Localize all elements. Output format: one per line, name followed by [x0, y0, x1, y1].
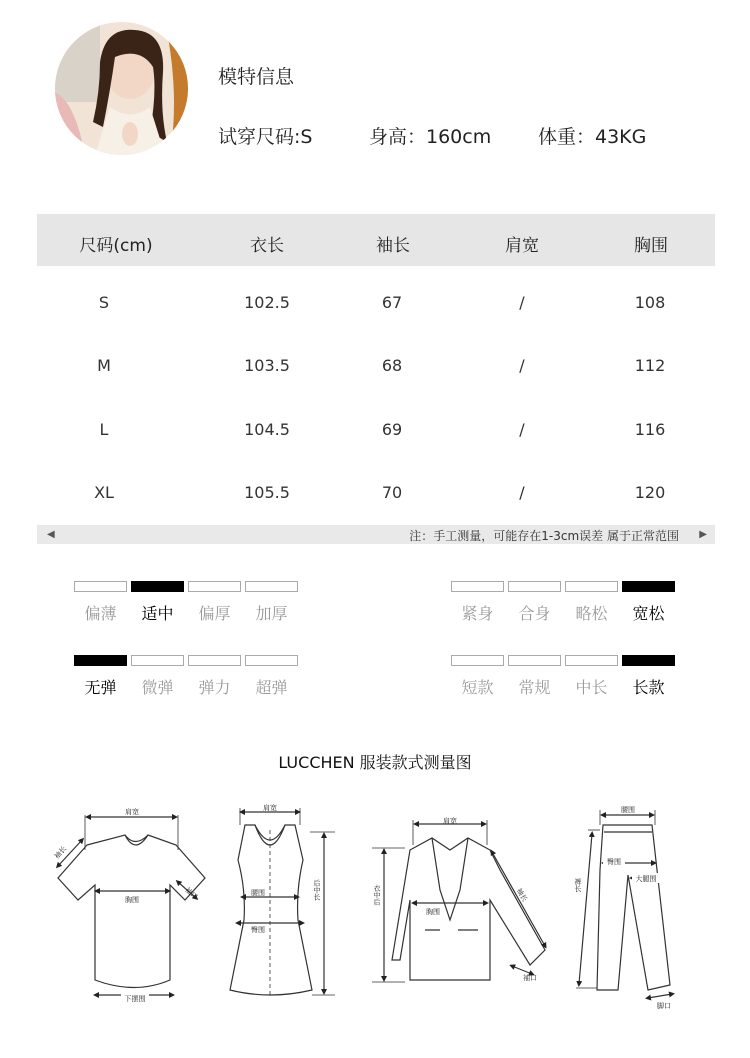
fit-length-option: 中长	[575, 678, 608, 697]
tshirt-shoulder-label: 肩宽	[125, 808, 139, 816]
header-chest: 胸围	[634, 236, 668, 256]
fit-length-bar	[622, 655, 675, 666]
cell-sleeve: 68	[381, 356, 403, 375]
cell-shoulder: /	[519, 293, 525, 312]
fit-elasticity-option: 弹力	[198, 678, 231, 697]
dress-hip-label: 臀围	[251, 926, 265, 934]
cell-sleeve: 69	[381, 420, 403, 439]
fit-silhouette-bar	[622, 581, 675, 592]
fit-silhouette-option: 紧身	[461, 604, 494, 623]
fit-elasticity-bar	[131, 655, 184, 666]
tshirt-diagram	[58, 815, 205, 995]
fit-silhouette-option: 略松	[575, 604, 608, 623]
cell-shoulder: /	[519, 420, 525, 439]
jacket-cuff-label: 袖口	[523, 974, 537, 982]
fit-silhouette-option: 合身	[518, 604, 551, 623]
measurement-diagrams	[0, 790, 750, 1024]
model-trial-size: 试穿尺码:S	[218, 126, 313, 148]
pants-waist-label: 腰围	[621, 806, 635, 814]
pants-hem-label: 脚口	[657, 1002, 671, 1010]
cell-chest: 116	[634, 420, 666, 439]
fit-length-bar	[565, 655, 618, 666]
scroll-right-arrow-icon[interactable]: ▶	[699, 529, 707, 540]
fit-thickness-option: 偏厚	[198, 604, 231, 623]
fit-thickness-option: 加厚	[255, 604, 288, 623]
fit-elasticity-bar	[188, 655, 241, 666]
tshirt-hem-label: 下摆围	[124, 995, 146, 1003]
dress-shoulder-label: 肩宽	[263, 804, 277, 812]
dress-diagram	[230, 808, 335, 995]
size-table-header	[37, 214, 715, 266]
cell-sleeve: 70	[381, 483, 403, 502]
cell-sleeve: 67	[381, 293, 403, 312]
jacket-chest-label: 胸围	[426, 908, 440, 916]
tshirt-sleeve-label: 袖长	[52, 844, 69, 861]
fit-thickness-option: 适中	[141, 604, 174, 623]
header-size: 尺码(cm)	[79, 236, 153, 256]
fit-thickness-bar	[131, 581, 184, 592]
model-weight: 体重：43KG	[538, 126, 647, 148]
model-avatar	[55, 22, 188, 155]
fit-thickness-bar	[188, 581, 241, 592]
fit-elasticity-bar	[245, 655, 298, 666]
cell-chest: 120	[634, 483, 666, 502]
dress-length-label: 后中长	[313, 879, 321, 901]
fit-silhouette-option: 宽松	[632, 604, 665, 623]
cell-size: M	[97, 356, 111, 375]
cell-chest: 108	[634, 293, 666, 312]
fit-thickness-bar	[74, 581, 127, 592]
fit-length-bar	[508, 655, 561, 666]
tshirt-chest-label: 胸围	[125, 896, 139, 904]
fit-elasticity-option: 微弹	[141, 678, 174, 697]
header-sleeve: 袖长	[376, 236, 410, 256]
fit-silhouette-bar	[508, 581, 561, 592]
pants-length-label: 裤长	[574, 878, 582, 892]
cell-length: 105.5	[244, 483, 290, 502]
diagram-title: LUCCHEN 服装款式测量图	[278, 753, 472, 772]
jacket-diagram	[372, 820, 545, 982]
fit-thickness-bar	[245, 581, 298, 592]
tshirt-cuff-label: 袖口	[183, 885, 200, 902]
cell-shoulder: /	[519, 356, 525, 375]
cell-length: 103.5	[244, 356, 290, 375]
fit-elasticity-option: 无弹	[84, 678, 117, 697]
jacket-length-label: 衣中后	[373, 884, 381, 906]
fit-length-option: 常规	[518, 678, 551, 697]
scroll-left-arrow-icon[interactable]: ◀	[47, 529, 55, 540]
measurement-note: 注：手工测量，可能存在1-3cm误差 属于正常范围	[409, 529, 679, 543]
fit-length-bar	[451, 655, 504, 666]
cell-size: S	[98, 293, 110, 312]
pants-hip-label: 臀围	[607, 858, 621, 866]
cell-size: XL	[94, 483, 114, 502]
fit-length-option: 短款	[461, 678, 494, 697]
jacket-sleeve-label: 袖长	[514, 886, 529, 904]
table-scrollbar[interactable]	[37, 525, 715, 544]
header-length: 衣长	[250, 236, 284, 256]
cell-length: 102.5	[244, 293, 290, 312]
jacket-shoulder-label: 肩宽	[443, 817, 457, 825]
fit-silhouette-bar	[565, 581, 618, 592]
fit-elasticity-bar	[74, 655, 127, 666]
cell-shoulder: /	[519, 483, 525, 502]
cell-length: 104.5	[244, 420, 290, 439]
pants-thigh-label: 大腿围	[635, 875, 657, 883]
fit-silhouette-bar	[451, 581, 504, 592]
model-height: 身高：160cm	[369, 126, 492, 148]
header-shoulder: 肩宽	[505, 236, 539, 256]
dress-waist-label: 腰围	[251, 889, 265, 897]
cell-chest: 112	[634, 356, 666, 375]
fit-length-option: 长款	[632, 678, 665, 697]
pants-diagram	[576, 810, 672, 998]
fit-thickness-option: 偏薄	[84, 604, 117, 623]
fit-elasticity-option: 超弹	[255, 678, 288, 697]
cell-size: L	[99, 420, 109, 439]
model-info-title: 模特信息	[218, 66, 295, 88]
